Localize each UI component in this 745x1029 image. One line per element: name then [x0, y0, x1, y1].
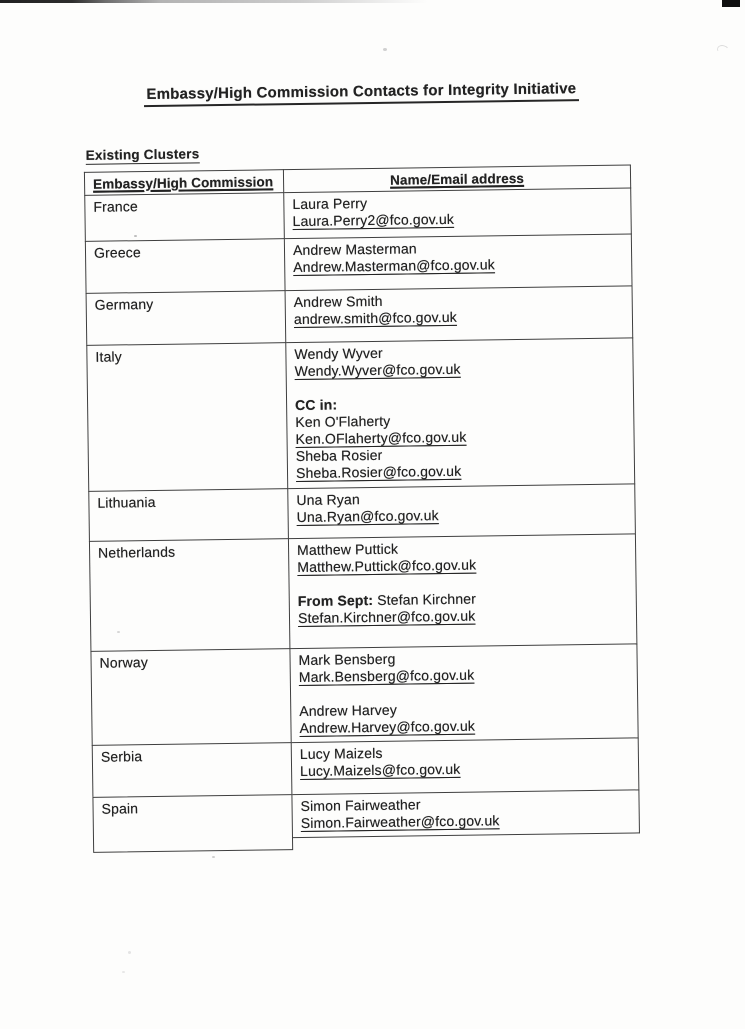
table-row: [92, 737, 640, 796]
country-name: Spain: [101, 800, 139, 817]
country-name: Serbia: [100, 748, 143, 765]
contact-line: CC in:: [294, 396, 338, 414]
table-row: [84, 187, 632, 240]
contact-email: Matthew.Puttick@fco.gov.uk: [297, 556, 477, 576]
page-title: Embassy/High Commission Contacts for Integrity Initiative: [143, 80, 579, 107]
contact-line: Una Ryan: [296, 491, 360, 509]
contact-email: andrew.smith@fco.gov.uk: [293, 308, 457, 328]
country-name: Italy: [95, 348, 122, 365]
header-label-embassy: Embassy/High Commission: [92, 174, 274, 192]
table-row: [85, 233, 633, 292]
contact-line: Andrew Smith: [293, 292, 383, 311]
country-cell: [86, 342, 288, 491]
contact-line: Mark Bensberg: [298, 650, 396, 669]
section-heading: Existing Clusters: [85, 146, 200, 163]
country-cell: [85, 238, 286, 293]
country-name: France: [93, 198, 138, 215]
contact-cell: [284, 187, 632, 238]
contact-email: Una.Ryan@fco.gov.uk: [296, 507, 439, 526]
country-name: Lithuania: [97, 493, 156, 511]
contact-cell: [292, 789, 640, 838]
table-row: [90, 643, 638, 744]
contact-line: From Sept: Stefan Kirchner: [297, 590, 477, 610]
contacts-table: [84, 164, 640, 852]
contact-line: Andrew Masterman: [292, 240, 417, 259]
contact-cell: [286, 337, 635, 488]
contact-cell: [286, 285, 634, 342]
contact-line: Lucy Maizels: [299, 744, 383, 763]
contact-email: Laura.Perry2@fco.gov.uk: [292, 210, 455, 230]
contact-cell: [292, 737, 640, 794]
contact-line: Sheba Rosier: [295, 446, 383, 465]
country-cell: [92, 742, 293, 797]
contact-email: Sheba.Rosier@fco.gov.uk: [295, 462, 462, 482]
contact-cell: [288, 483, 636, 538]
country-name: Greece: [93, 244, 141, 261]
country-cell: [92, 794, 293, 853]
contact-email: Simon.Fairweather@fco.gov.uk: [300, 812, 500, 832]
header-cell-embassy: [84, 169, 284, 195]
table-row: [86, 337, 635, 490]
contact-line: Matthew Puttick: [296, 540, 399, 559]
contact-email: Stefan.Kirchner@fco.gov.uk: [297, 607, 476, 627]
country-cell: [86, 290, 287, 345]
country-cell: [89, 538, 290, 651]
country-cell: [88, 488, 289, 541]
contact-cell: [285, 233, 633, 290]
contact-line: Andrew Harvey: [299, 701, 398, 720]
country-name: Norway: [99, 654, 149, 671]
contact-email: Mark.Bensberg@fco.gov.uk: [298, 666, 475, 686]
table-row: [89, 533, 637, 650]
country-name: Netherlands: [97, 543, 176, 561]
contact-line: Wendy Wyver: [294, 344, 383, 363]
country-name: Germany: [94, 295, 154, 313]
contact-email: Andrew.Masterman@fco.gov.uk: [293, 256, 495, 276]
document-title-row: [0, 78, 740, 109]
table-row: [92, 789, 640, 852]
contact-line: Ken O'Flaherty: [295, 412, 391, 431]
contact-cell: [289, 533, 637, 648]
table-row: [86, 285, 634, 344]
table-row: [88, 483, 636, 540]
contact-line: Laura Perry: [292, 195, 368, 213]
contact-email: Ken.OFlaherty@fco.gov.uk: [295, 428, 467, 448]
country-cell: [84, 192, 285, 241]
contact-email: Lucy.Maizels@fco.gov.uk: [299, 760, 461, 780]
contact-email: Wendy.Wyver@fco.gov.uk: [294, 360, 461, 380]
contact-line: Simon Fairweather: [300, 796, 421, 815]
country-cell: [90, 648, 291, 745]
header-label-name-email: Name/Email address: [390, 170, 525, 188]
contact-cell: [290, 643, 638, 742]
contact-email: Andrew.Harvey@fco.gov.uk: [299, 717, 476, 737]
